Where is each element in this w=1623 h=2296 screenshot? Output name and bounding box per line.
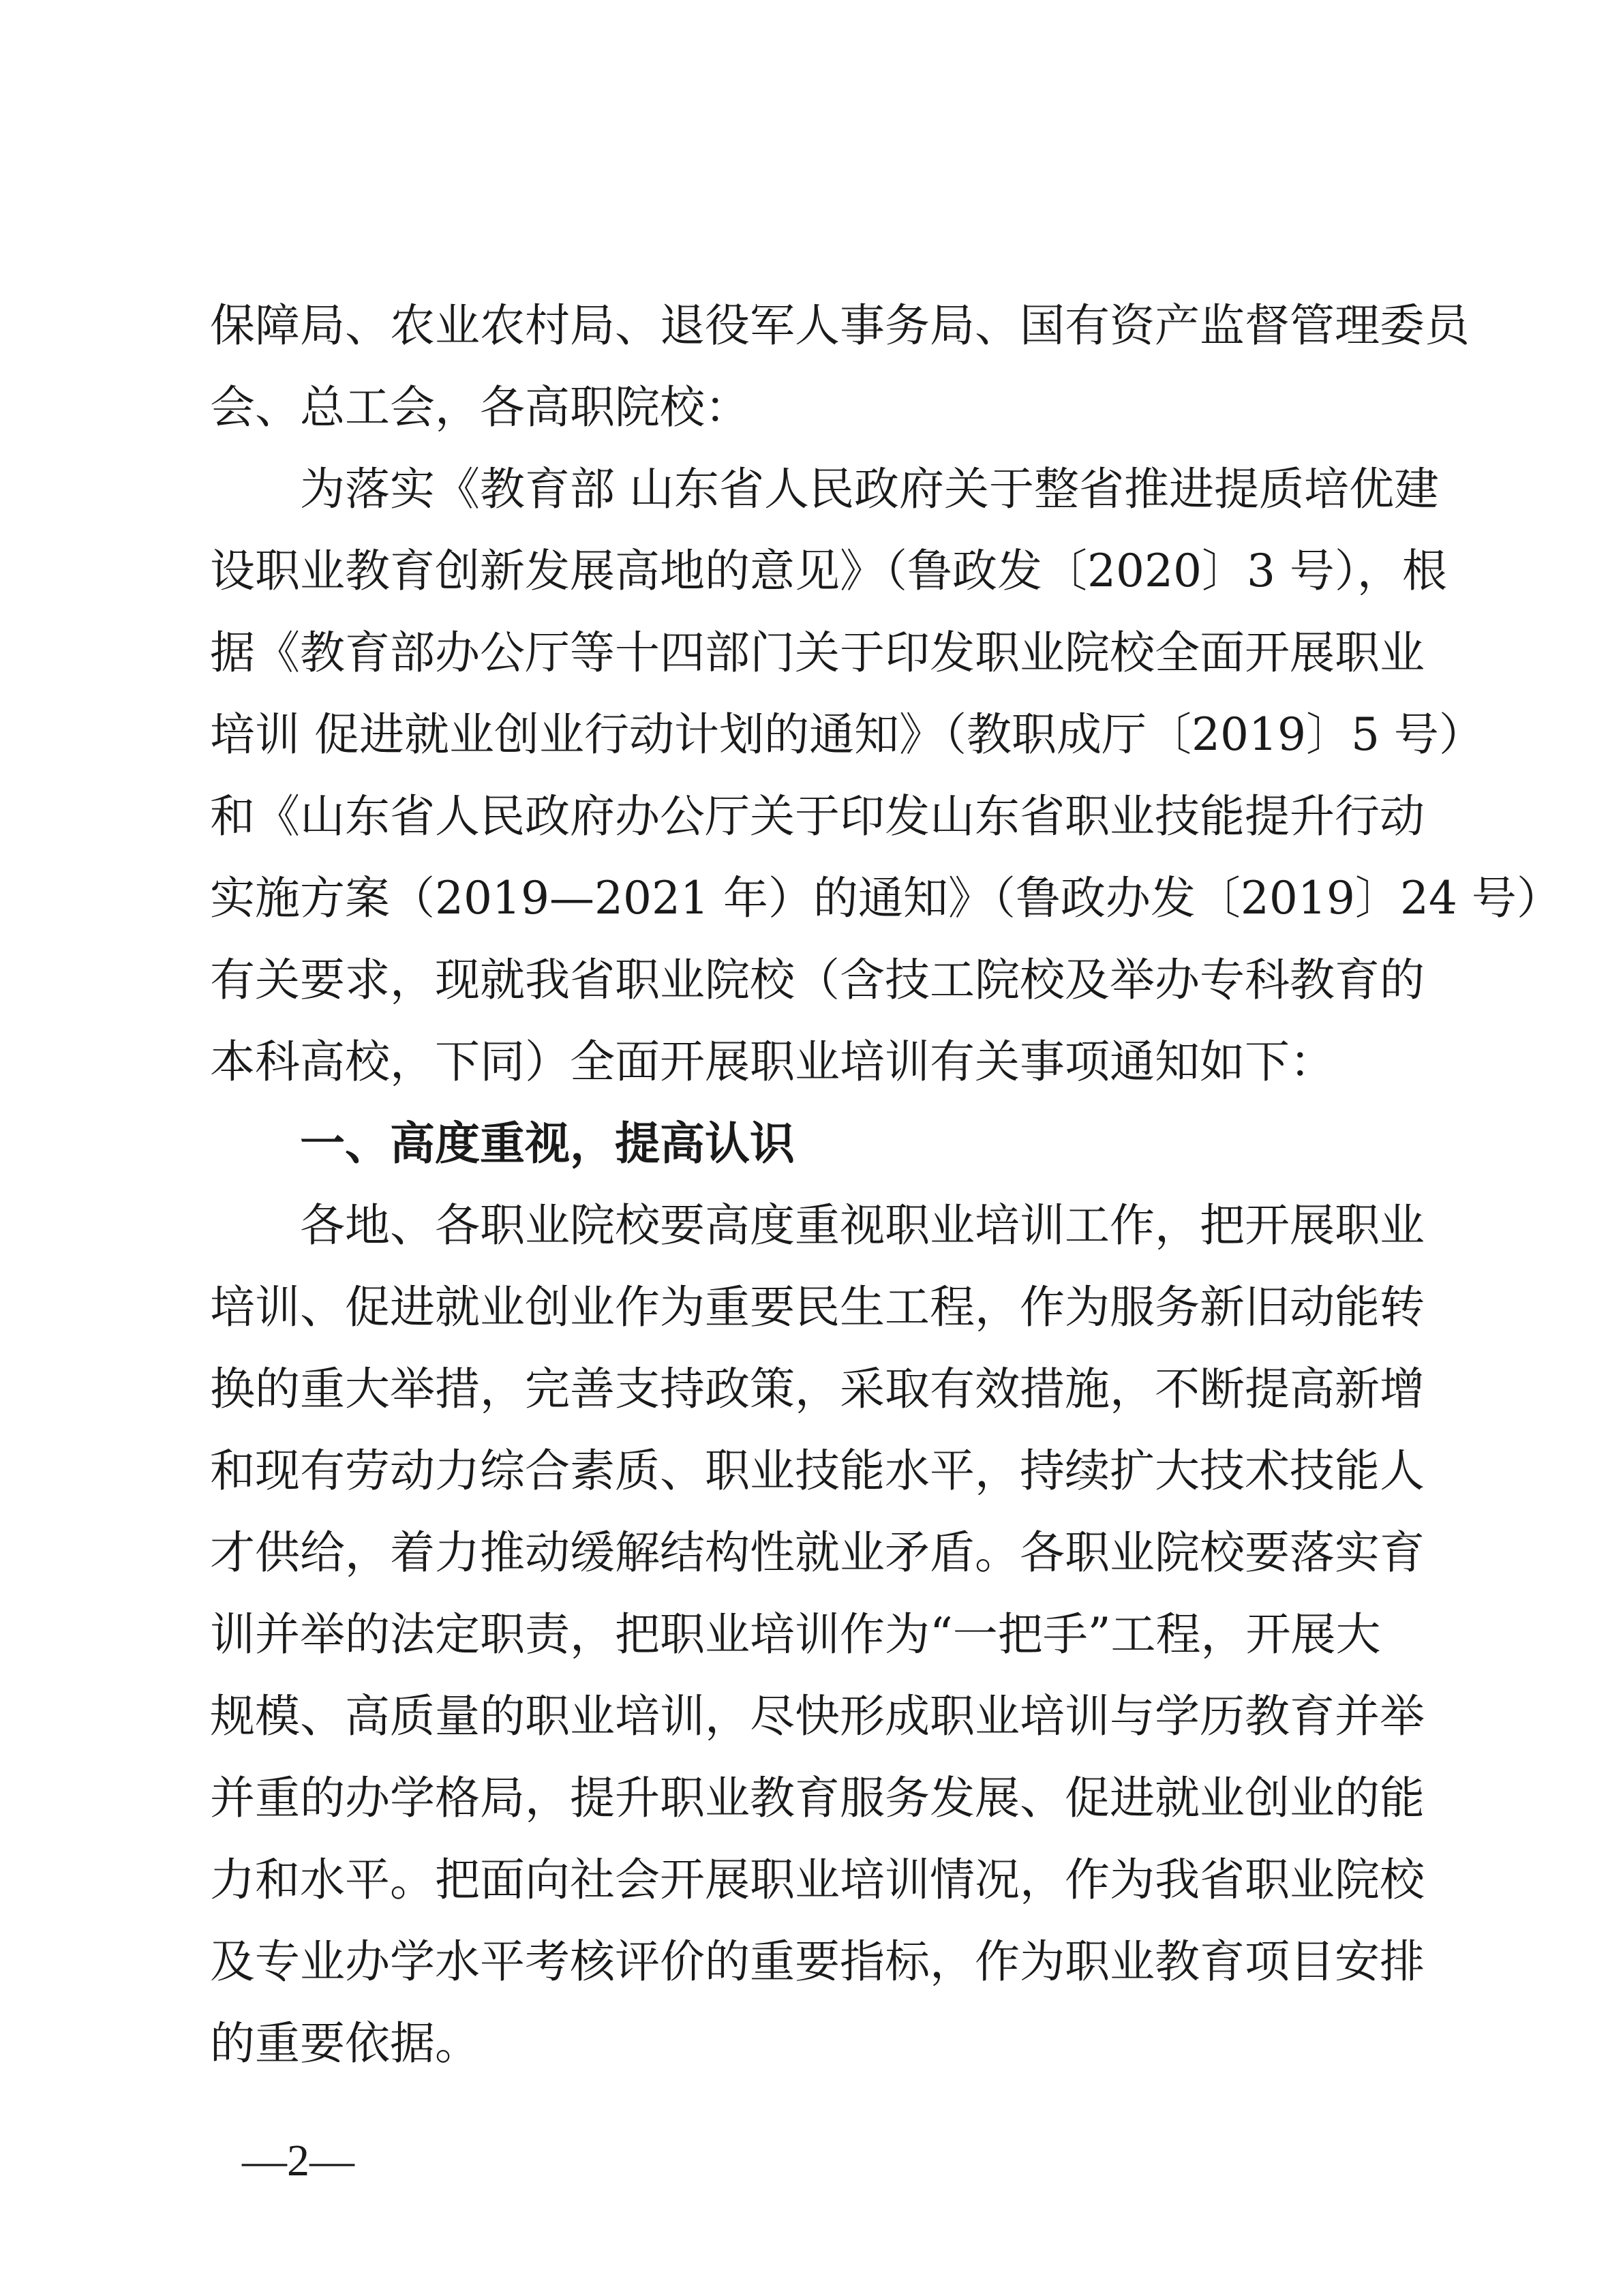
- body-text-line: 和现有劳动力综合素质、职业技能水平，持续扩大技术技能人: [210, 1445, 1425, 1497]
- section-heading: 一、高度重视，提高认识: [300, 1117, 795, 1170]
- body-text-line: 训并举的法定职责，把职业培训作为“一把手”工程，开展大: [210, 1608, 1381, 1661]
- body-text-line: 培训 促进就业创业行动计划的通知》（教职成厅〔2019〕5 号）: [210, 708, 1484, 761]
- body-text-line: 规模、高质量的职业培训，尽快形成职业培训与学历教育并举: [210, 1690, 1425, 1742]
- body-text-line: 据《教育部办公厅等十四部门关于印发职业院校全面开展职业: [210, 626, 1425, 679]
- body-text-line: 有关要求，现就我省职业院校（含技工院校及举办专科教育的: [210, 954, 1425, 1006]
- body-text-line: 并重的办学格局，提升职业教育服务发展、促进就业创业的能: [210, 1772, 1425, 1824]
- body-text-line: 的重要依据。: [210, 2017, 480, 2070]
- body-text-line: 设职业教育创新发展高地的意见》（鲁政发〔2020〕3 号），根: [210, 545, 1447, 597]
- body-text-line: 力和水平。把面向社会开展职业培训情况，作为我省职业院校: [210, 1854, 1425, 1906]
- body-text-line: 换的重大举措，完善支持政策，采取有效措施，不断提高新增: [210, 1363, 1425, 1415]
- paragraph-first-line: 为落实《教育部 山东省人民政府关于整省推进提质培优建: [300, 463, 1439, 515]
- body-text-line: 培训、促进就业创业作为重要民生工程，作为服务新旧动能转: [210, 1281, 1425, 1333]
- body-text-line: 保障局、农业农村局、退役军人事务局、国有资产监督管理委员: [210, 299, 1470, 352]
- body-text-line: 会、总工会，各高职院校：: [210, 381, 750, 434]
- body-text-line: 本科高校，下同）全面开展职业培训有关事项通知如下：: [210, 1036, 1335, 1088]
- body-text-line: 才供给，着力推动缓解结构性就业矛盾。各职业院校要落实育: [210, 1526, 1425, 1579]
- paragraph-first-line: 各地、各职业院校要高度重视职业培训工作，把开展职业: [300, 1199, 1425, 1252]
- body-text-line: 和《山东省人民政府办公厅关于印发山东省职业技能提升行动: [210, 790, 1425, 843]
- body-text-line: 及专业办学水平考核评价的重要指标，作为职业教育项目安排: [210, 1935, 1425, 1988]
- page-number: —2—: [242, 2136, 354, 2186]
- body-text-line: 实施方案（2019—2021 年）的通知》（鲁政办发〔2019〕24 号）: [210, 872, 1562, 924]
